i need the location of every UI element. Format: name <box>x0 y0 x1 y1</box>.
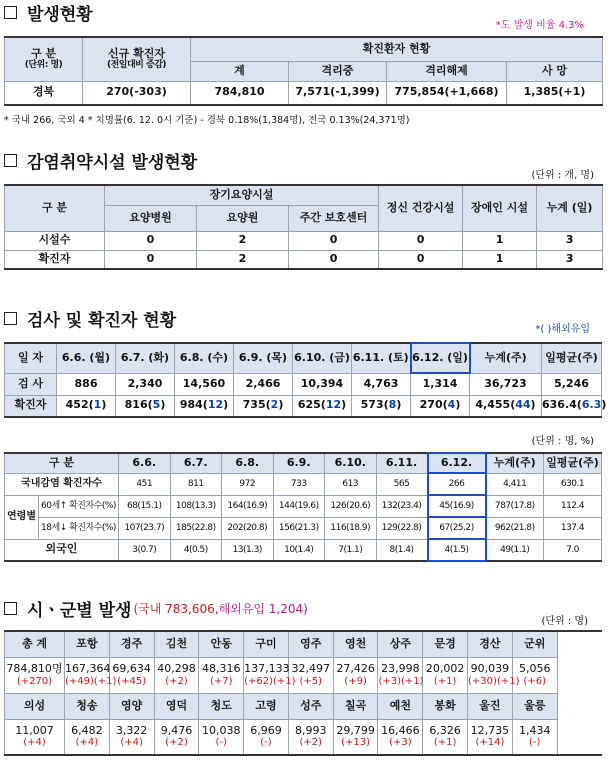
city-total: 69,634 <box>112 661 151 675</box>
age18-value: 202(20.8) <box>222 517 274 539</box>
cell: 0 <box>379 231 463 250</box>
header-day-care: 주간 보호센터 <box>289 205 379 231</box>
header-new-cases: 신규 확진자 (전일대비 증감) <box>83 37 191 81</box>
age-table <box>4 452 602 562</box>
city-value <box>244 657 296 693</box>
header-cumulative: 누계 (일) <box>537 185 603 231</box>
city-total: 32,497 <box>291 661 331 675</box>
cell: 0 <box>105 250 197 269</box>
city-total: 40,298 <box>157 661 196 675</box>
header-2: 6.7. (화) <box>116 343 175 373</box>
header-date-6: 6.11. <box>376 453 428 473</box>
cell: 3 <box>537 231 603 250</box>
domestic-value: 733 <box>273 473 325 495</box>
city-total: 12,735 <box>470 723 510 737</box>
age60-value: 164(16.9) <box>222 495 274 517</box>
city-total: 5,056 <box>518 661 551 675</box>
domestic-value: 451 <box>119 473 171 495</box>
city-value <box>288 719 333 755</box>
age60-value: 126(20.6) <box>325 495 377 517</box>
header-gubun: 구 분 <box>5 185 105 231</box>
city-header: 상주 <box>378 631 423 657</box>
row-label-age-group: 연령별 <box>5 495 39 539</box>
header-gubun: 구 분 <box>5 453 119 473</box>
city-value <box>5 657 65 693</box>
section-title-text: 감염취약시설 발생현황 <box>27 152 198 173</box>
header-total: 계 <box>191 61 289 81</box>
section-title <box>4 306 602 330</box>
city-increase: (+4) <box>120 737 143 749</box>
city-total: 137,133 <box>244 661 290 675</box>
header-nursing-hospital: 요양병원 <box>105 205 197 231</box>
header-date-1: 6.6. <box>119 453 171 473</box>
city-total: 20,002 <box>425 661 465 675</box>
cases-overseas: 5 <box>152 398 161 412</box>
domestic-value: 630.1 <box>544 473 602 495</box>
header-date-4: 6.9. <box>273 453 325 473</box>
city-header: 울릉 <box>512 693 557 719</box>
city-increase: (+62)(+1) <box>244 675 296 687</box>
header-released: 격리해제 <box>387 61 507 81</box>
foreigner-value: 4(0.5) <box>170 539 222 561</box>
foreigner-value: 10(1.4) <box>273 539 325 561</box>
section-title-text: 발생현황 <box>27 4 93 25</box>
city-total: 48,316 <box>201 661 241 675</box>
city-total: 6,326 <box>429 723 461 737</box>
header-date-2: 6.7. <box>170 453 222 473</box>
tests-value: 36,723 <box>470 373 542 395</box>
row-label-gyeongbuk: 경북 <box>5 81 83 105</box>
header-disabled: 장애인 시설 <box>463 185 537 231</box>
city-value <box>512 657 557 693</box>
city-total: 6,969 <box>250 723 282 737</box>
cell: 2 <box>197 231 289 250</box>
city-increase: (+6) <box>523 675 546 687</box>
city-header: 영주 <box>288 631 333 657</box>
row-label-domestic: 국내감염 확진자수 <box>5 473 119 495</box>
city-total: 784,810명 <box>6 661 63 675</box>
city-value <box>423 657 468 693</box>
header-1: 6.6. (월) <box>57 343 116 373</box>
outbreak-table <box>4 36 603 106</box>
city-table <box>4 630 602 756</box>
city-value <box>333 719 378 755</box>
foreigner-value: 4(1.5) <box>428 539 486 561</box>
cases-overseas: 4 <box>447 398 456 412</box>
cases-value: 573(8) <box>352 395 411 417</box>
cases-overseas: 2 <box>270 398 279 412</box>
section-title-text: 시ㆍ군별 발생 <box>27 600 132 621</box>
cases-count: 735 <box>242 398 266 412</box>
city-total: 29,799 <box>336 723 375 737</box>
city-header: 군위 <box>512 631 557 657</box>
fatality-footnote: * 국내 266, 국외 4 * 치명률(6. 12. 0시 기준) - 경북 0.18%(1,384명), 전국 0.13%(24,371명) <box>4 115 410 126</box>
city-increase: (+2) <box>165 737 188 749</box>
cell: 1 <box>463 250 537 269</box>
domestic-value: 4,411 <box>486 473 544 495</box>
header-0: 일 자 <box>5 343 57 373</box>
city-header: 의성 <box>5 693 65 719</box>
facilities-table <box>4 184 603 270</box>
header-date-7: 6.12. <box>428 453 486 473</box>
city-value <box>65 657 117 693</box>
header-8: 누계(주) <box>470 343 542 373</box>
city-header: 김천 <box>154 631 199 657</box>
city-header: 청도 <box>199 693 244 719</box>
cell: 0 <box>105 231 197 250</box>
age60-value: 45(16.9) <box>428 495 486 517</box>
cell: 0 <box>289 250 379 269</box>
age18-value: 156(21.3) <box>273 517 325 539</box>
city-total: 90,039 <box>470 661 510 675</box>
header-7: 6.12. (일) <box>411 343 470 373</box>
cases-value: 4,455(44) <box>470 395 542 417</box>
subtitle-domestic: (국내 783,606, <box>133 601 219 616</box>
domestic-value: 972 <box>222 473 274 495</box>
cases-count: 4,455 <box>475 398 511 412</box>
value-total: 784,810 <box>191 81 289 105</box>
city-increase: (+9) <box>344 675 367 687</box>
unit-note: (단위 : 개, 명) <box>531 170 594 181</box>
age60-value: 132(23.4) <box>376 495 428 517</box>
tests-value: 4,763 <box>352 373 411 395</box>
cell: 0 <box>289 231 379 250</box>
row-label-18-under: 18세↓ 확진자수(%) <box>39 517 119 539</box>
header-4: 6.9. (목) <box>234 343 293 373</box>
cases-overseas: 8 <box>388 398 397 412</box>
checkbox-square-icon <box>4 602 17 615</box>
cases-count: 452 <box>65 398 89 412</box>
section-vulnerable-facilities <box>4 148 602 270</box>
city-value <box>5 719 65 755</box>
row-label-60-plus: 60세↑ 확진자수(%) <box>39 495 119 517</box>
age18-value: 116(18.9) <box>325 517 377 539</box>
header-date-9: 일평균(주) <box>544 453 602 473</box>
cell: 2 <box>197 250 289 269</box>
city-header: 청송 <box>65 693 110 719</box>
city-total: 27,426 <box>336 661 375 675</box>
header-isolated: 격리중 <box>289 61 387 81</box>
city-header: 봉화 <box>423 693 468 719</box>
city-increase: (+7) <box>209 675 233 687</box>
foreigner-value: 3(0.7) <box>119 539 171 561</box>
cases-count: 625 <box>297 398 321 412</box>
cases-value: 636.4(6.3) <box>542 395 602 417</box>
header-6: 6.11. (토) <box>352 343 411 373</box>
value-new-cases: 270(-303) <box>83 81 191 105</box>
age18-value: 107(23.7) <box>119 517 171 539</box>
cases-count: 573 <box>360 398 384 412</box>
overseas-note: *( )해외유입 <box>535 324 590 335</box>
row-label-cases: 확진자 <box>5 395 57 417</box>
city-total: 11,007 <box>15 723 54 737</box>
cases-count: 636.4 <box>542 398 577 412</box>
header-9: 일평균(주) <box>542 343 602 373</box>
header-date-8: 누계(주) <box>486 453 544 473</box>
city-header: 안동 <box>199 631 244 657</box>
city-increase: (-) <box>215 737 227 749</box>
row-label-facilities: 시설수 <box>5 231 105 250</box>
city-value <box>423 719 468 755</box>
city-value <box>109 719 154 755</box>
value-isolated: 7,571(-1,399) <box>289 81 387 105</box>
age60-value: 787(17.8) <box>486 495 544 517</box>
city-header: 고령 <box>244 693 289 719</box>
cases-count: 816 <box>124 398 148 412</box>
city-value <box>468 719 513 755</box>
city-increase: (-) <box>528 737 541 749</box>
domestic-value: 565 <box>376 473 428 495</box>
domestic-value: 266 <box>428 473 486 495</box>
city-total: 3,322 <box>115 723 148 737</box>
city-value <box>65 719 110 755</box>
tests-value: 1,314 <box>411 373 470 395</box>
cases-overseas: 6.3 <box>581 398 602 412</box>
row-label-foreigners: 외국인 <box>5 539 119 561</box>
city-total: 23,998 <box>381 661 420 675</box>
section-title-text: 검사 및 확진자 현황 <box>27 310 177 331</box>
cases-value: 270(4) <box>411 395 470 417</box>
city-increase: (+14) <box>475 737 505 749</box>
city-value <box>109 657 154 693</box>
city-total: 167,364 <box>65 661 111 675</box>
ratio-note: *도 발생 비율 4.3% <box>495 20 584 31</box>
header-nursing-home: 요양원 <box>197 205 289 231</box>
header-3: 6.8. (수) <box>175 343 234 373</box>
city-value <box>154 657 199 693</box>
age60-value: 68(15.1) <box>119 495 171 517</box>
city-header: 포항 <box>65 631 110 657</box>
age18-value: 67(25.2) <box>428 517 486 539</box>
foreigner-value: 7(1.1) <box>325 539 377 561</box>
city-increase: (+2) <box>299 737 323 749</box>
header-gubun: 구 분 (단위: 명) <box>5 37 83 81</box>
checkbox-square-icon <box>4 312 17 325</box>
cell: 3 <box>537 250 603 269</box>
checkbox-square-icon <box>4 154 17 167</box>
domestic-value: 613 <box>325 473 377 495</box>
unit-note: (단위 : 명) <box>541 616 588 627</box>
tests-value: 2,466 <box>234 373 293 395</box>
age60-value: 112.4 <box>544 495 602 517</box>
city-increase: (+30)(+1) <box>468 675 520 687</box>
city-total: 8,993 <box>295 723 327 737</box>
tests-value: 14,560 <box>175 373 234 395</box>
city-header: 문경 <box>423 631 468 657</box>
header-long-term-care: 장기요양시설 <box>105 185 379 205</box>
city-header: 울진 <box>468 693 513 719</box>
age60-value: 144(19.6) <box>273 495 325 517</box>
subtitle-abroad: 해외유입 1,204) <box>218 601 308 616</box>
row-label-confirmed: 확진자 <box>5 250 105 269</box>
city-total: 1,434 <box>518 723 551 737</box>
city-increase: (+5) <box>299 675 323 687</box>
city-value <box>199 657 244 693</box>
city-value <box>333 657 378 693</box>
section-city-county <box>4 596 602 756</box>
section-tests-and-cases <box>4 306 607 418</box>
city-total: 10,038 <box>201 723 241 737</box>
cases-overseas: 12 <box>207 398 224 412</box>
city-increase: (+13) <box>341 737 371 749</box>
city-total: 6,482 <box>71 723 103 737</box>
city-increase: (+49)(+1) <box>65 675 117 687</box>
age18-value: 185(22.8) <box>170 517 222 539</box>
tests-value: 886 <box>57 373 116 395</box>
city-value <box>244 719 289 755</box>
city-value <box>512 719 557 755</box>
age18-value: 137.4 <box>544 517 602 539</box>
city-header: 칠곡 <box>333 693 378 719</box>
age60-value: 108(13.3) <box>170 495 222 517</box>
city-total: 9,476 <box>160 723 193 737</box>
header-date-3: 6.8. <box>222 453 274 473</box>
age18-value: 962(21.8) <box>486 517 544 539</box>
city-increase: (+1) <box>433 737 457 749</box>
tests-value: 5,246 <box>542 373 602 395</box>
cases-overseas: 1 <box>93 398 102 412</box>
city-increase: (+4) <box>75 737 99 749</box>
city-header: 영양 <box>109 693 154 719</box>
foreigner-value: 8(1.4) <box>376 539 428 561</box>
header-mental-health: 정신 건강시설 <box>379 185 463 231</box>
header-date-5: 6.10. <box>325 453 377 473</box>
city-value <box>378 719 423 755</box>
cases-value: 452(1) <box>57 395 116 417</box>
section-age-breakdown <box>4 432 602 562</box>
domestic-value: 811 <box>170 473 222 495</box>
age18-value: 129(22.8) <box>376 517 428 539</box>
city-increase: (+1) <box>433 675 457 687</box>
cell: 0 <box>379 250 463 269</box>
city-header: 구미 <box>244 631 289 657</box>
section-title <box>4 596 602 620</box>
tests-value: 10,394 <box>293 373 352 395</box>
tests-value: 2,340 <box>116 373 175 395</box>
cases-count: 984 <box>179 398 203 412</box>
foreigner-value: 13(1.3) <box>222 539 274 561</box>
cell: 1 <box>463 231 537 250</box>
cases-value: 735(2) <box>234 395 293 417</box>
city-total: 16,466 <box>381 723 420 737</box>
city-increase: (+4) <box>23 737 46 749</box>
cases-value: 984(12) <box>175 395 234 417</box>
city-header: 예천 <box>378 693 423 719</box>
value-deaths: 1,385(+1) <box>507 81 603 105</box>
section-title <box>4 148 602 172</box>
header-confirmed-group: 확진환자 현황 <box>191 37 603 61</box>
city-header: 영덕 <box>154 693 199 719</box>
row-label-tests: 검 사 <box>5 373 57 395</box>
cases-count: 270 <box>419 398 443 412</box>
city-value <box>154 719 199 755</box>
unit-note: (단위 : 명, %) <box>531 436 594 447</box>
city-header: 경산 <box>468 631 513 657</box>
city-header: 성주 <box>288 693 333 719</box>
city-header: 총 계 <box>5 631 65 657</box>
header-deaths: 사 망 <box>507 61 603 81</box>
city-value <box>288 657 333 693</box>
city-value <box>378 657 423 693</box>
section-outbreak-status <box>4 0 602 126</box>
city-header: 경주 <box>109 631 154 657</box>
cases-overseas: 44 <box>515 398 531 412</box>
city-increase: (+3) <box>389 737 412 749</box>
city-increase: (+2) <box>165 675 188 687</box>
cases-value: 625(12) <box>293 395 352 417</box>
city-value <box>199 719 244 755</box>
cases-value: 816(5) <box>116 395 175 417</box>
city-header: 영천 <box>333 631 378 657</box>
cases-overseas: 12 <box>325 398 342 412</box>
city-increase: (+270) <box>16 675 53 687</box>
city-value <box>468 657 520 693</box>
city-increase: (+3)(+1) <box>378 675 424 687</box>
value-released: 775,854(+1,668) <box>387 81 507 105</box>
city-increase: (+45) <box>117 675 147 687</box>
city-increase: (-) <box>260 737 272 749</box>
tests-table <box>4 342 607 418</box>
header-5: 6.10. (금) <box>293 343 352 373</box>
checkbox-square-icon <box>4 6 17 19</box>
foreigner-value: 49(1.1) <box>486 539 544 561</box>
foreigner-value: 7.0 <box>544 539 602 561</box>
